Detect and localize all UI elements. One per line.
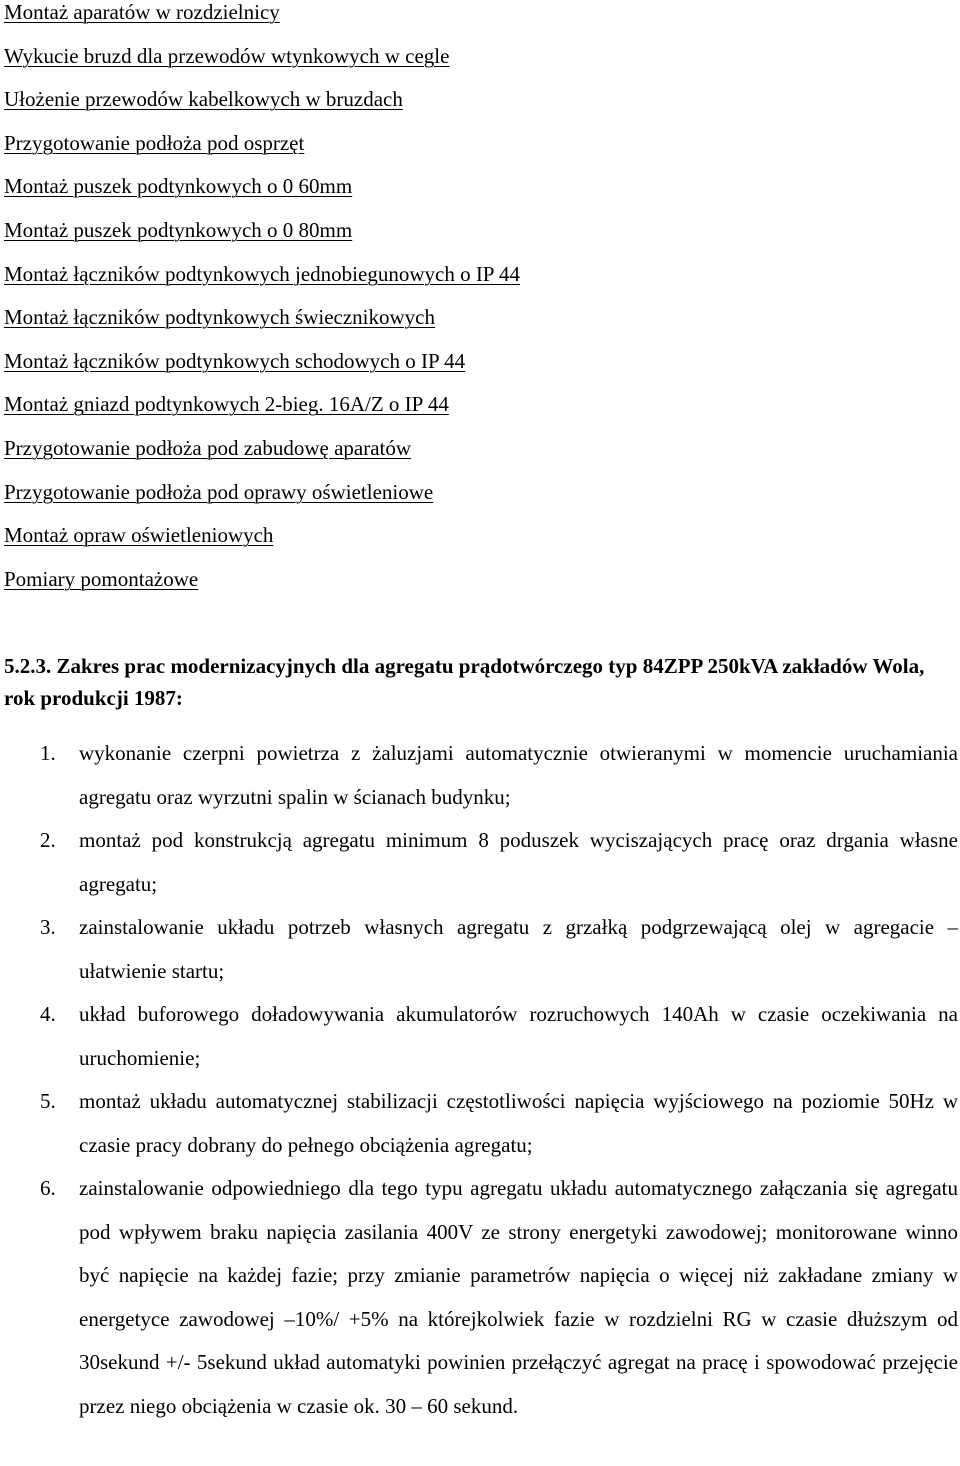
point-number: 2. xyxy=(40,828,56,852)
list-item-text: Przygotowanie podłoża pod zabudowę aparatów xyxy=(4,435,412,460)
list-item xyxy=(4,87,520,131)
modernization-points-list xyxy=(4,732,958,1428)
point-text: układ buforowego doładowywania akumulatorów rozruchowych 140Ah w czasie oczekiwania na uruchomienie; xyxy=(79,1002,958,1070)
list-item-text: Przygotowanie podłoża pod oprawy oświetleniowe xyxy=(4,479,434,504)
list-item xyxy=(4,44,520,88)
list-item-text: Montaż puszek podtynkowych o 0 60mm xyxy=(4,174,353,199)
list-item-text: Wykucie bruzd dla przewodów wtynkowych w cegle xyxy=(4,43,450,68)
list-item xyxy=(4,567,520,611)
numbered-point xyxy=(4,1080,958,1167)
point-number: 3. xyxy=(40,915,56,939)
list-item xyxy=(4,480,520,524)
point-text: zainstalowanie układu potrzeb własnych agregatu z grzałką podgrzewającą olej w agregacie – ułatwienie startu; xyxy=(79,915,958,983)
list-item-text: Przygotowanie podłoża pod osprzęt xyxy=(4,130,305,155)
list-item xyxy=(4,436,520,480)
list-item xyxy=(4,131,520,175)
list-item-text: Montaż łączników podtynkowych schodowych o IP 44 xyxy=(4,348,466,373)
list-item xyxy=(4,305,520,349)
list-item-text: Montaż łączników podtynkowych świecznikowych xyxy=(4,305,435,330)
list-item xyxy=(4,262,520,306)
list-item-text: Pomiary pomontażowe xyxy=(4,566,199,591)
list-item-text: Montaż łączników podtynkowych jednobiegunowych o IP 44 xyxy=(4,261,520,286)
point-number: 1. xyxy=(40,741,56,765)
list-item xyxy=(4,392,520,436)
work-items-list xyxy=(4,0,520,610)
point-text: montaż pod konstrukcją agregatu minimum 8 poduszek wyciszających pracę oraz drgania własne agregatu; xyxy=(79,828,958,896)
section-heading: 5.2.3. Zakres prac modernizacyjnych dla agregatu prądotwórczego typ 84ZPP 250kVA zakładów Wola, rok produkcji 1987: xyxy=(4,654,925,710)
list-item-text: Montaż opraw oświetleniowych xyxy=(4,523,274,548)
point-number: 6. xyxy=(40,1176,56,1200)
list-item-text: Montaż puszek podtynkowych o 0 80mm xyxy=(4,217,353,242)
point-number: 4. xyxy=(40,1002,56,1026)
list-item xyxy=(4,349,520,393)
list-item-text: Montaż aparatów w rozdzielnicy xyxy=(4,0,280,24)
point-text: wykonanie czerpni powietrza z żaluzjami automatycznie otwieranymi w momencie uruchamiania agregatu oraz wyrzutni spalin w ścianach budynku; xyxy=(79,741,958,809)
list-item-text: Ułożenie przewodów kabelkowych w bruzdach xyxy=(4,87,403,112)
numbered-point xyxy=(4,1167,958,1428)
list-item xyxy=(4,218,520,262)
list-item xyxy=(4,174,520,218)
list-item xyxy=(4,523,520,567)
point-text: montaż układu automatycznej stabilizacji częstotliwości napięcia wyjściowego na poziomie 50Hz w czasie pracy dobrany do pełnego obciążenia agregatu; xyxy=(79,1089,958,1157)
list-item-text: Montaż gniazd podtynkowych 2-bieg. 16A/Z o IP 44 xyxy=(4,392,449,417)
numbered-point xyxy=(4,819,958,906)
point-text: zainstalowanie odpowiedniego dla tego typu agregatu układu automatycznego załączania się agregatu pod wpływem braku napięcia zasilania 400V ze strony energetyki zawodowej; monitorowane winno być napięcie na każdej fazie; przy zmianie parametrów napięcia o więcej niż zakładane zmiany w energetyce zawodowej –10%/ +5% na którejkolwiek fazie w rozdzielni RG w czasie dłuższym od 30sekund +/- 5sekund układ automatyki powinien przełączyć agregat na pracę i spowodować przejęcie przez niego obciążenia w czasie ok. 30 – 60 sekund. xyxy=(79,1176,958,1418)
numbered-point xyxy=(4,906,958,993)
numbered-point xyxy=(4,732,958,819)
numbered-point xyxy=(4,993,958,1080)
point-number: 5. xyxy=(40,1089,56,1113)
list-item xyxy=(4,0,520,44)
